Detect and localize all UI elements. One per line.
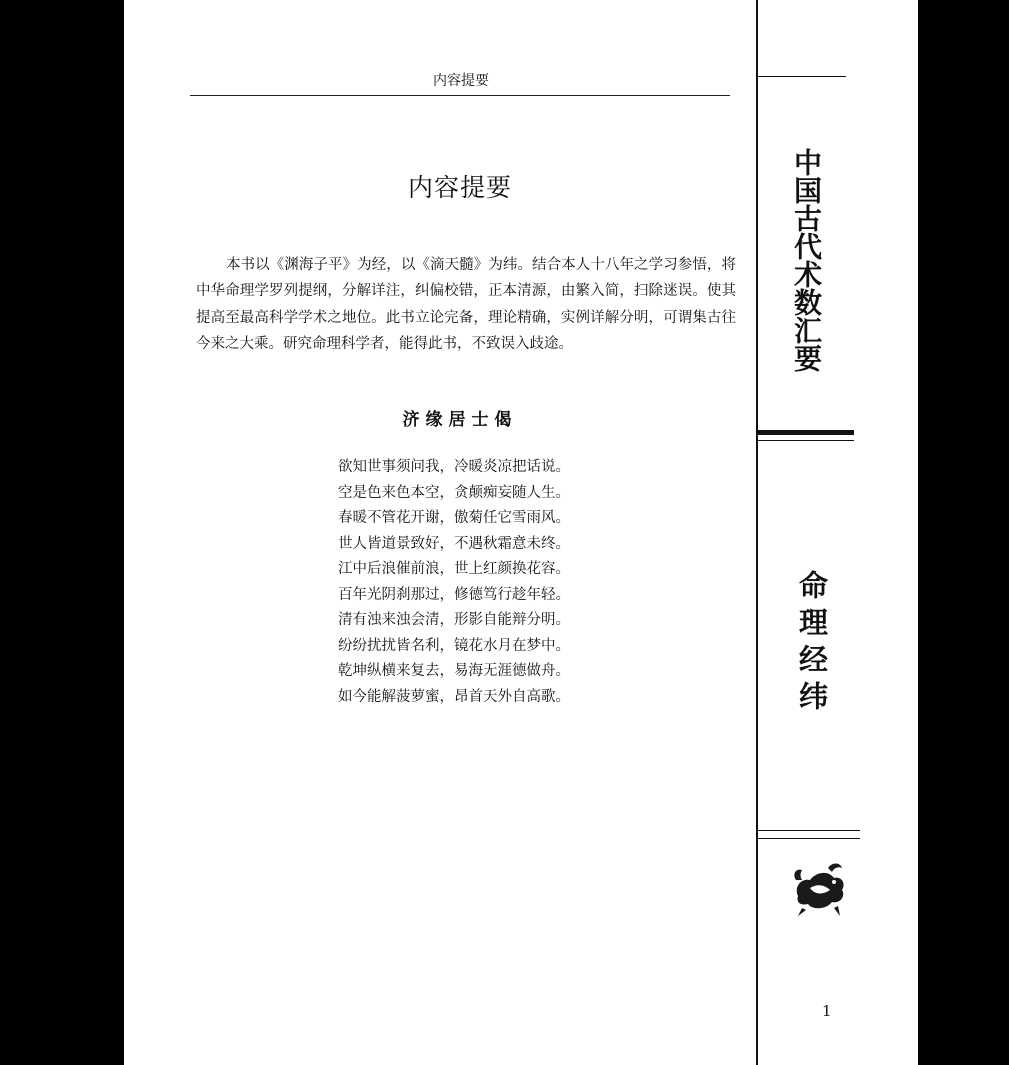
intro-paragraph: 本书以《渊海子平》为经，以《滴天髓》为纬。结合本人十八年之学习参悟，将中华命理学罗列提纲，分解详注，纠偏校错，正本清源，由繁入简，扫除迷误。使其提高至最高科学学术之地位。此书立论完备，理论精确，实例详解分明，可谓集古往今来之大乘。研究命理科学者，能得此书，不致误入歧途。: [196, 257, 736, 352]
book-page: [124, 0, 918, 1065]
spine-top-rule: [758, 76, 846, 77]
poem-line: 乾坤纵横来复去，易海无涯德做舟。: [338, 663, 570, 679]
poem-title: 济缘居士偈: [402, 410, 518, 430]
series-title: 中国古代术数汇要: [790, 148, 823, 372]
spine-vertical-rule: [756, 0, 758, 1065]
poem: [338, 455, 628, 710]
running-head: 内容提要: [433, 73, 489, 89]
poem-line: 百年光阴刹那过，修德笃行趁年轻。: [338, 586, 570, 603]
poem-line: 纷纷扰扰皆名利，镜花水月在梦中。: [338, 637, 570, 654]
dragon-emblem-icon: [788, 858, 850, 918]
poem-line: 春暖不管花开谢，傲菊任它雪雨风。: [338, 510, 570, 526]
spine-double-rule-bottom: [758, 838, 860, 839]
poem-line: 清有浊来浊会清，形影自能辩分明。: [338, 612, 570, 628]
poem-line: 世人皆道景致好，不遇秋霜意未终。: [338, 535, 570, 552]
spine-thick-rule: [758, 430, 854, 435]
spine-double-rule-top: [758, 830, 860, 831]
poem-line: 如今能解菠萝蜜，昂首天外自高歌。: [338, 688, 570, 705]
spine-thin-rule: [758, 440, 854, 441]
book-title: 命理经纬: [795, 570, 829, 718]
page-title: 内容提要: [407, 173, 512, 202]
page-number: 1: [822, 1002, 832, 1020]
poem-line: 欲知世事须问我，冷暖炎凉把话说。: [338, 459, 570, 475]
poem-line: 空是色来色本空，贪颠痴妄随人生。: [338, 484, 570, 501]
poem-line: 江中后浪催前浪，世上红颜换花容。: [338, 561, 570, 577]
header-rule: [190, 95, 730, 96]
